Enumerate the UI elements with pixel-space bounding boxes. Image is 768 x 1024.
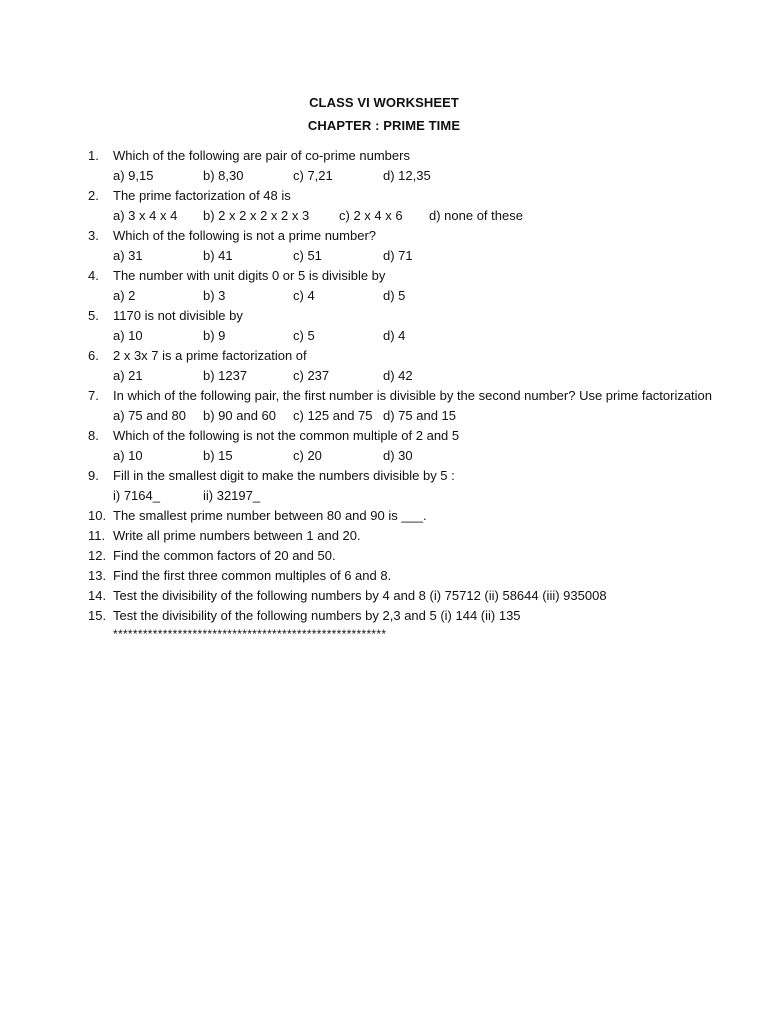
answer-option: b) 8,30 xyxy=(203,168,244,183)
options-row xyxy=(88,366,748,386)
question-item xyxy=(88,526,748,546)
question-number: 12. xyxy=(88,548,107,563)
question-list xyxy=(88,146,748,626)
question-text: The smallest prime number between 80 and 90 is ___. xyxy=(113,508,427,523)
options-row xyxy=(88,246,748,266)
answer-option: ii) 32197_ xyxy=(203,488,261,503)
answer-option: b) 9 xyxy=(203,328,226,343)
question-item xyxy=(88,386,748,406)
answer-option: c) 20 xyxy=(293,448,322,463)
question-item xyxy=(88,426,748,446)
footer-divider: ******************************************************* xyxy=(113,627,387,641)
options-row xyxy=(88,446,748,466)
answer-option: d) 5 xyxy=(383,288,406,303)
answer-option: c) 7,21 xyxy=(293,168,333,183)
answer-option: c) 2 x 4 x 6 xyxy=(339,208,403,223)
options-row xyxy=(88,326,748,346)
question-number: 7. xyxy=(88,388,99,403)
question-item xyxy=(88,466,748,486)
answer-option: b) 2 x 2 x 2 x 2 x 3 xyxy=(203,208,310,223)
question-text: Which of the following are pair of co-prime numbers xyxy=(113,148,410,163)
question-number: 10. xyxy=(88,508,107,523)
question-item xyxy=(88,186,748,206)
question-text: Which of the following is not the common multiple of 2 and 5 xyxy=(113,428,460,443)
question-item xyxy=(88,586,748,606)
question-item xyxy=(88,506,748,526)
question-item xyxy=(88,566,748,586)
options-row xyxy=(88,406,748,426)
question-item xyxy=(88,346,748,366)
question-text: Test the divisibility of the following numbers by 4 and 8 (i) 75712 (ii) 58644 (iii) 935008 xyxy=(113,588,607,603)
question-item xyxy=(88,546,748,566)
question-number: 9. xyxy=(88,468,99,483)
answer-option: a) 10 xyxy=(113,448,143,463)
question-number: 14. xyxy=(88,588,107,603)
question-number: 11. xyxy=(88,528,106,543)
question-text: Fill in the smallest digit to make the numbers divisible by 5 : xyxy=(113,468,455,483)
question-number: 4. xyxy=(88,268,99,283)
options-row xyxy=(88,166,748,186)
answer-option: a) 3 x 4 x 4 xyxy=(113,208,178,223)
answer-option: c) 5 xyxy=(293,328,315,343)
question-text: The number with unit digits 0 or 5 is divisible by xyxy=(113,268,386,283)
answer-option: d) 30 xyxy=(383,448,413,463)
answer-option: d) 12,35 xyxy=(383,168,431,183)
question-text: Find the first three common multiples of 6 and 8. xyxy=(113,568,392,583)
answer-option: a) 31 xyxy=(113,248,143,263)
question-number: 6. xyxy=(88,348,99,363)
question-text: Find the common factors of 20 and 50. xyxy=(113,548,336,563)
answer-option: i) 7164_ xyxy=(113,488,160,503)
page-title: CLASS VI WORKSHEET xyxy=(309,95,459,110)
answer-option: b) 41 xyxy=(203,248,233,263)
question-text: Which of the following is not a prime number? xyxy=(113,228,377,243)
question-text: 1170 is not divisible by xyxy=(113,308,243,323)
question-number: 1. xyxy=(88,148,99,163)
answer-option: b) 15 xyxy=(203,448,233,463)
answer-option: a) 9,15 xyxy=(113,168,154,183)
answer-option: d) none of these xyxy=(429,208,523,223)
answer-option: a) 2 xyxy=(113,288,136,303)
options-row xyxy=(88,206,748,226)
question-text: Write all prime numbers between 1 and 20. xyxy=(113,528,361,543)
answer-option: d) 75 and 15 xyxy=(383,408,457,423)
answer-option: c) 51 xyxy=(293,248,322,263)
question-item xyxy=(88,226,748,246)
question-number: 8. xyxy=(88,428,99,443)
answer-option: a) 21 xyxy=(113,368,143,383)
question-item xyxy=(88,306,748,326)
answer-option: c) 125 and 75 xyxy=(293,408,373,423)
question-item xyxy=(88,146,748,166)
question-number: 5. xyxy=(88,308,99,323)
question-item xyxy=(88,266,748,286)
answer-option: a) 10 xyxy=(113,328,143,343)
question-number: 13. xyxy=(88,568,107,583)
answer-option: b) 90 and 60 xyxy=(203,408,277,423)
chapter-title: CHAPTER : PRIME TIME xyxy=(307,118,461,133)
answer-option: c) 237 xyxy=(293,368,330,383)
answer-option: b) 1237 xyxy=(203,368,248,383)
answer-option: a) 75 and 80 xyxy=(113,408,187,423)
answer-option: d) 42 xyxy=(383,368,413,383)
question-number: 3. xyxy=(88,228,99,243)
question-text: The prime factorization of 48 is xyxy=(113,188,291,203)
question-text: 2 x 3x 7 is a prime factorization of xyxy=(113,348,307,363)
question-number: 15. xyxy=(88,608,107,623)
answer-option: d) 71 xyxy=(383,248,413,263)
question-text: In which of the following pair, the first number is divisible by the second number? Use prime factorization xyxy=(113,388,713,403)
options-row xyxy=(88,286,748,306)
answer-option: b) 3 xyxy=(203,288,226,303)
answer-option: d) 4 xyxy=(383,328,406,343)
question-item xyxy=(88,606,748,626)
question-text: Test the divisibility of the following numbers by 2,3 and 5 (i) 144 (ii) 135 xyxy=(113,608,521,623)
answer-option: c) 4 xyxy=(293,288,315,303)
options-row xyxy=(88,486,748,506)
question-number: 2. xyxy=(88,188,99,203)
